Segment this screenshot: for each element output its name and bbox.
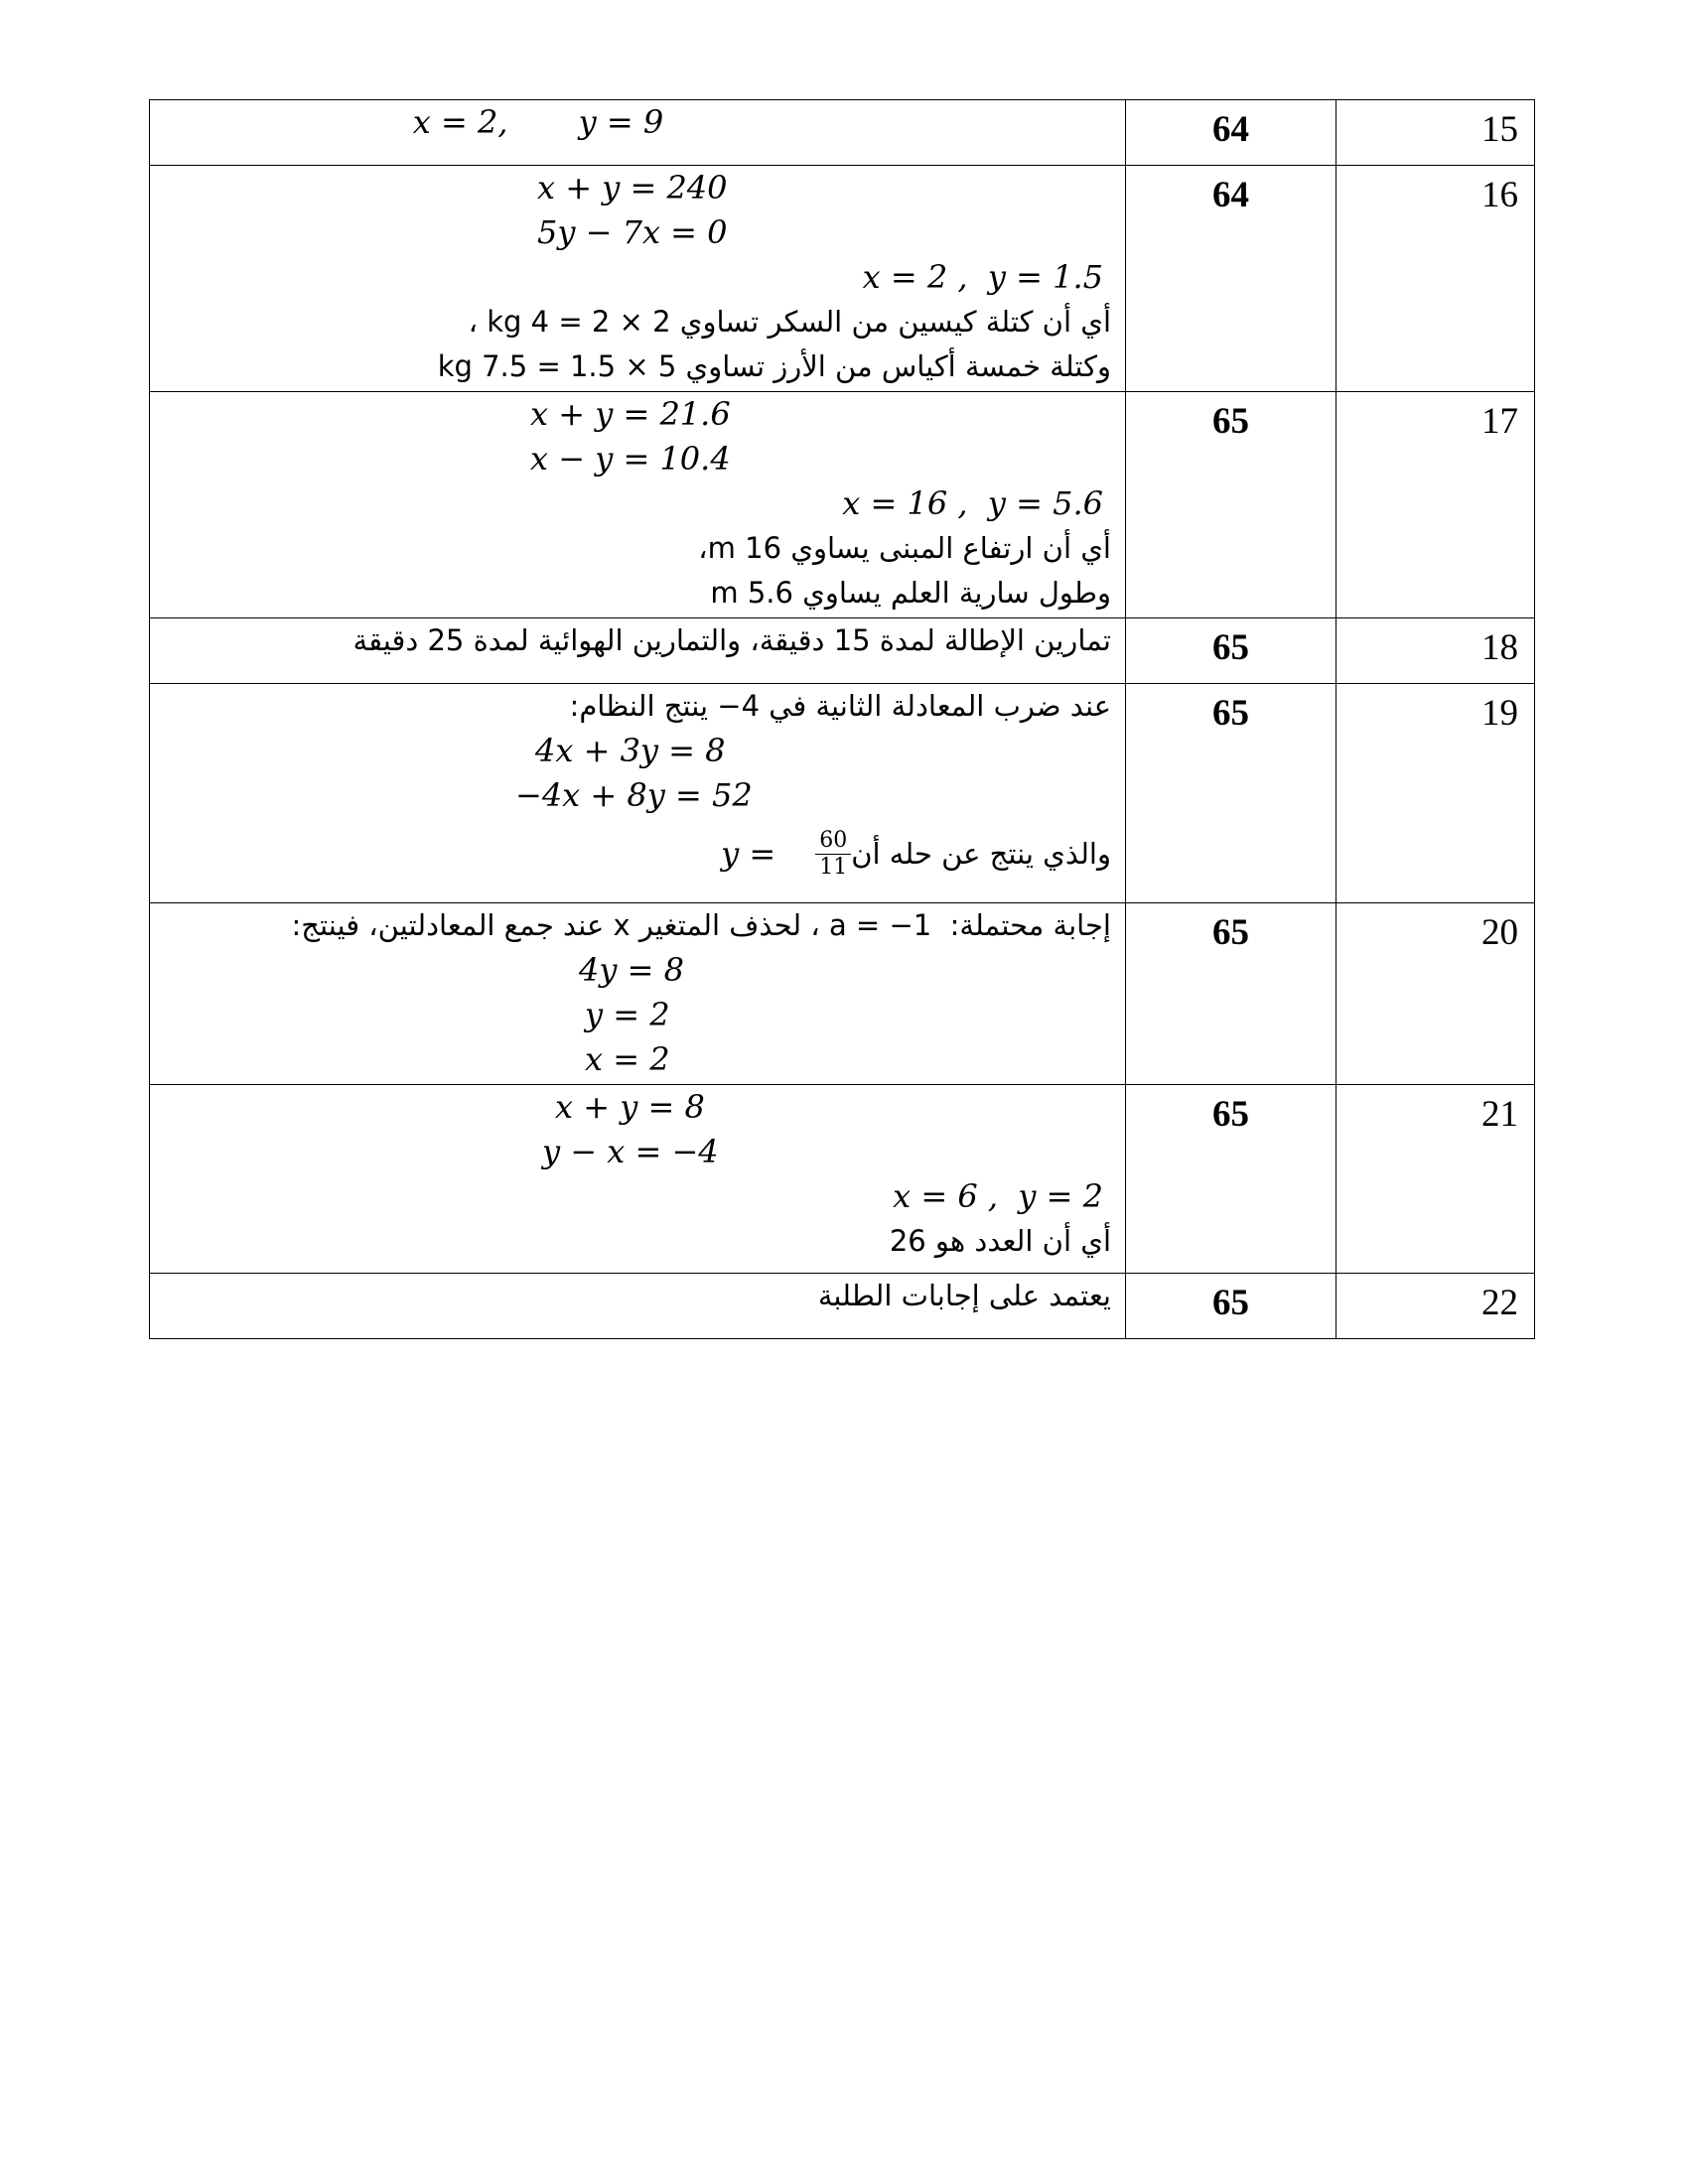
table-row	[150, 618, 1535, 684]
page-number-cell: 65	[1126, 903, 1336, 1085]
answer-line: يعتمد على إجابات الطلبة	[817, 1279, 1111, 1312]
answers-table	[149, 99, 1535, 1339]
fraction-answer-line	[150, 818, 1125, 889]
answer-line: 5y − 7x = 0	[537, 213, 728, 251]
answer-cell	[150, 392, 1126, 618]
answer-cell	[150, 618, 1126, 684]
answer-line: x = 16 , y = 5.6	[842, 484, 1103, 522]
answer-line: وطول سارية العلم يساوي 5.6 m	[710, 576, 1111, 610]
question-number-cell: 16	[1336, 166, 1535, 392]
answer-line: y = 2	[585, 996, 670, 1033]
table-row	[150, 166, 1535, 392]
answer-line: x = 2	[585, 1040, 670, 1078]
answer-line: x + y = 21.6	[530, 395, 731, 433]
table-row	[150, 392, 1535, 618]
page-number-cell: 65	[1126, 1274, 1336, 1339]
fraction	[815, 828, 851, 881]
answer-line: 4x + 3y = 8	[535, 732, 726, 769]
question-number-cell: 19	[1336, 684, 1535, 903]
fraction-numerator: 60	[815, 828, 851, 855]
fraction-lhs: y =	[721, 835, 776, 873]
answer-cell	[150, 1274, 1126, 1339]
answer-cell	[150, 100, 1126, 166]
answer-line: x + y = 240	[537, 169, 728, 206]
answer-line: y − x = −4	[542, 1133, 719, 1170]
question-number-cell: 18	[1336, 618, 1535, 684]
answer-line: x + y = 8	[555, 1088, 705, 1126]
fraction-line-text: والذي ينتج عن حله أن	[851, 837, 1111, 871]
answer-line: عند ضرب المعادلة الثانية في 4− ينتج النظام:	[569, 689, 1111, 723]
fraction-denominator: 11	[819, 854, 848, 880]
page-number-cell: 65	[1126, 684, 1336, 903]
answer-line: 4y = 8	[579, 951, 684, 989]
table-row	[150, 903, 1535, 1085]
question-number-cell: 22	[1336, 1274, 1535, 1339]
answer-cell	[150, 684, 1126, 903]
answer-line: تمارين الإطالة لمدة 15 دقيقة، والتمارين الهوائية لمدة 25 دقيقة	[352, 623, 1111, 657]
question-number-cell: 20	[1336, 903, 1535, 1085]
answer-line: وكتلة خمسة أكياس من الأرز تساوي 5 × 1.5 = 7.5 kg	[437, 349, 1111, 383]
question-number-cell: 15	[1336, 100, 1535, 166]
answer-line: أي أن ارتفاع المبنى يساوي 16 m،	[698, 531, 1111, 565]
answer-line: −4x + 8y = 52	[515, 776, 753, 814]
page-number-cell: 64	[1126, 100, 1336, 166]
page-number-cell: 64	[1126, 166, 1336, 392]
answer-line: أي أن العدد هو 26	[889, 1224, 1111, 1258]
table-row	[150, 684, 1535, 903]
page-number-cell: 65	[1126, 392, 1336, 618]
question-number-cell: 21	[1336, 1085, 1535, 1274]
answer-line: إجابة محتملة: a = −1 ، لحذف المتغير x عند جمع المعادلتين، فينتج:	[291, 908, 1111, 942]
answer-line: x = 6 , y = 2	[893, 1177, 1103, 1215]
table-row	[150, 1085, 1535, 1274]
page-number-cell: 65	[1126, 1085, 1336, 1274]
answer-cell	[150, 166, 1126, 392]
answer-line: أي أن كتلة كيسين من السكر تساوي 2 × 2 = 4 kg ،	[468, 305, 1111, 339]
page-number-cell: 65	[1126, 618, 1336, 684]
question-number-cell: 17	[1336, 392, 1535, 618]
answer-cell	[150, 1085, 1126, 1274]
table-row	[150, 1274, 1535, 1339]
answer-cell	[150, 903, 1126, 1085]
answer-line: x = 2 , y = 1.5	[862, 258, 1103, 296]
table-row	[150, 100, 1535, 166]
answer-line: x = 2, y = 9	[412, 103, 664, 141]
answer-line: x − y = 10.4	[530, 440, 731, 478]
